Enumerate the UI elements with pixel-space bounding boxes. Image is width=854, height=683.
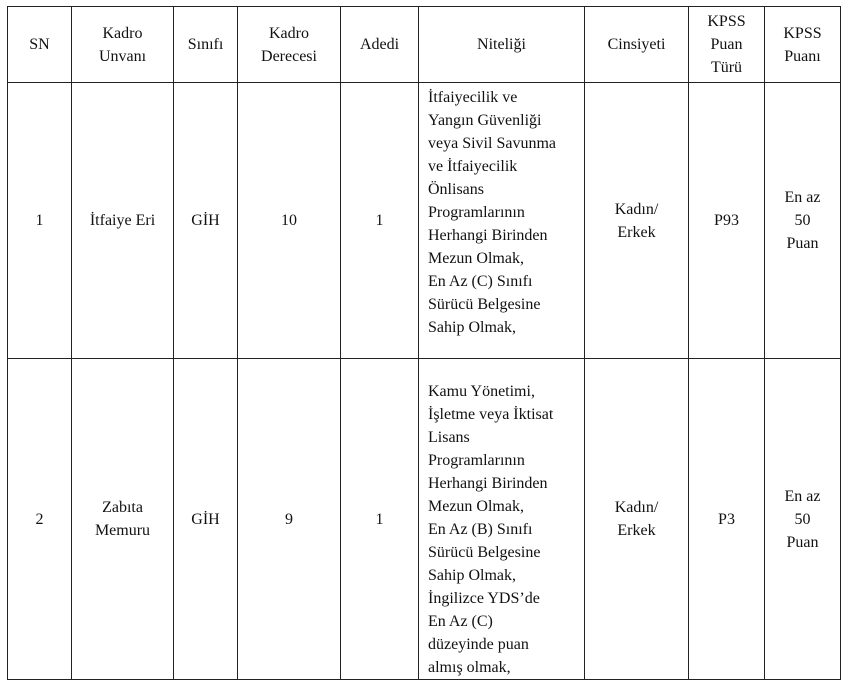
cell-kpss-puani: En az 50 Puan	[765, 359, 841, 680]
cell-sn: 2	[8, 359, 72, 680]
table-row	[8, 359, 841, 680]
cell-kpss-puan-turu: P93	[689, 83, 765, 359]
cell-sn: 1	[8, 83, 72, 359]
cell-niteligi: Kamu Yönetimi, İşletme veya İktisat Lisans Programlarının Herhangi Birinden Mezun Olmak, En Az (B) Sınıfı Sürücü Belgesine Sahip Olmak, İngilizce YDS’de En Az (C) düzeyinde puan almış olmak,	[419, 359, 585, 680]
cell-cinsiyeti: Kadın/ Erkek	[585, 359, 689, 680]
header-cinsiyeti: Cinsiyeti	[585, 7, 689, 83]
header-sinifi: Sınıfı	[174, 7, 238, 83]
header-kadro-derecesi: Kadro Derecesi	[238, 7, 341, 83]
header-sn: SN	[8, 7, 72, 83]
header-kadro-unvani: Kadro Unvanı	[72, 7, 174, 83]
cell-kadro-unvani: İtfaiye Eri	[72, 83, 174, 359]
staff-position-table	[7, 6, 841, 680]
header-kpss-puani: KPSS Puanı	[765, 7, 841, 83]
header-niteligi: Niteliği	[419, 7, 585, 83]
cell-kadro-derecesi: 10	[238, 83, 341, 359]
header-adedi: Adedi	[341, 7, 419, 83]
cell-adedi: 1	[341, 83, 419, 359]
table-row	[8, 83, 841, 359]
cell-kpss-puan-turu: P3	[689, 359, 765, 680]
cell-sinifi: GİH	[174, 359, 238, 680]
cell-sinifi: GİH	[174, 83, 238, 359]
cell-niteligi: İtfaiyecilik ve Yangın Güvenliği veya Sivil Savunma ve İtfaiyecilik Önlisans Programlarının Herhangi Birinden Mezun Olmak, En Az (C) Sınıfı Sürücü Belgesine Sahip Olmak,	[419, 83, 585, 359]
cell-kadro-unvani: Zabıta Memuru	[72, 359, 174, 680]
header-kpss-puan-turu: KPSS Puan Türü	[689, 7, 765, 83]
header-row	[8, 7, 841, 83]
cell-kpss-puani: En az 50 Puan	[765, 83, 841, 359]
cell-adedi: 1	[341, 359, 419, 680]
table-container	[7, 6, 841, 680]
cell-cinsiyeti: Kadın/ Erkek	[585, 83, 689, 359]
cell-kadro-derecesi: 9	[238, 359, 341, 680]
